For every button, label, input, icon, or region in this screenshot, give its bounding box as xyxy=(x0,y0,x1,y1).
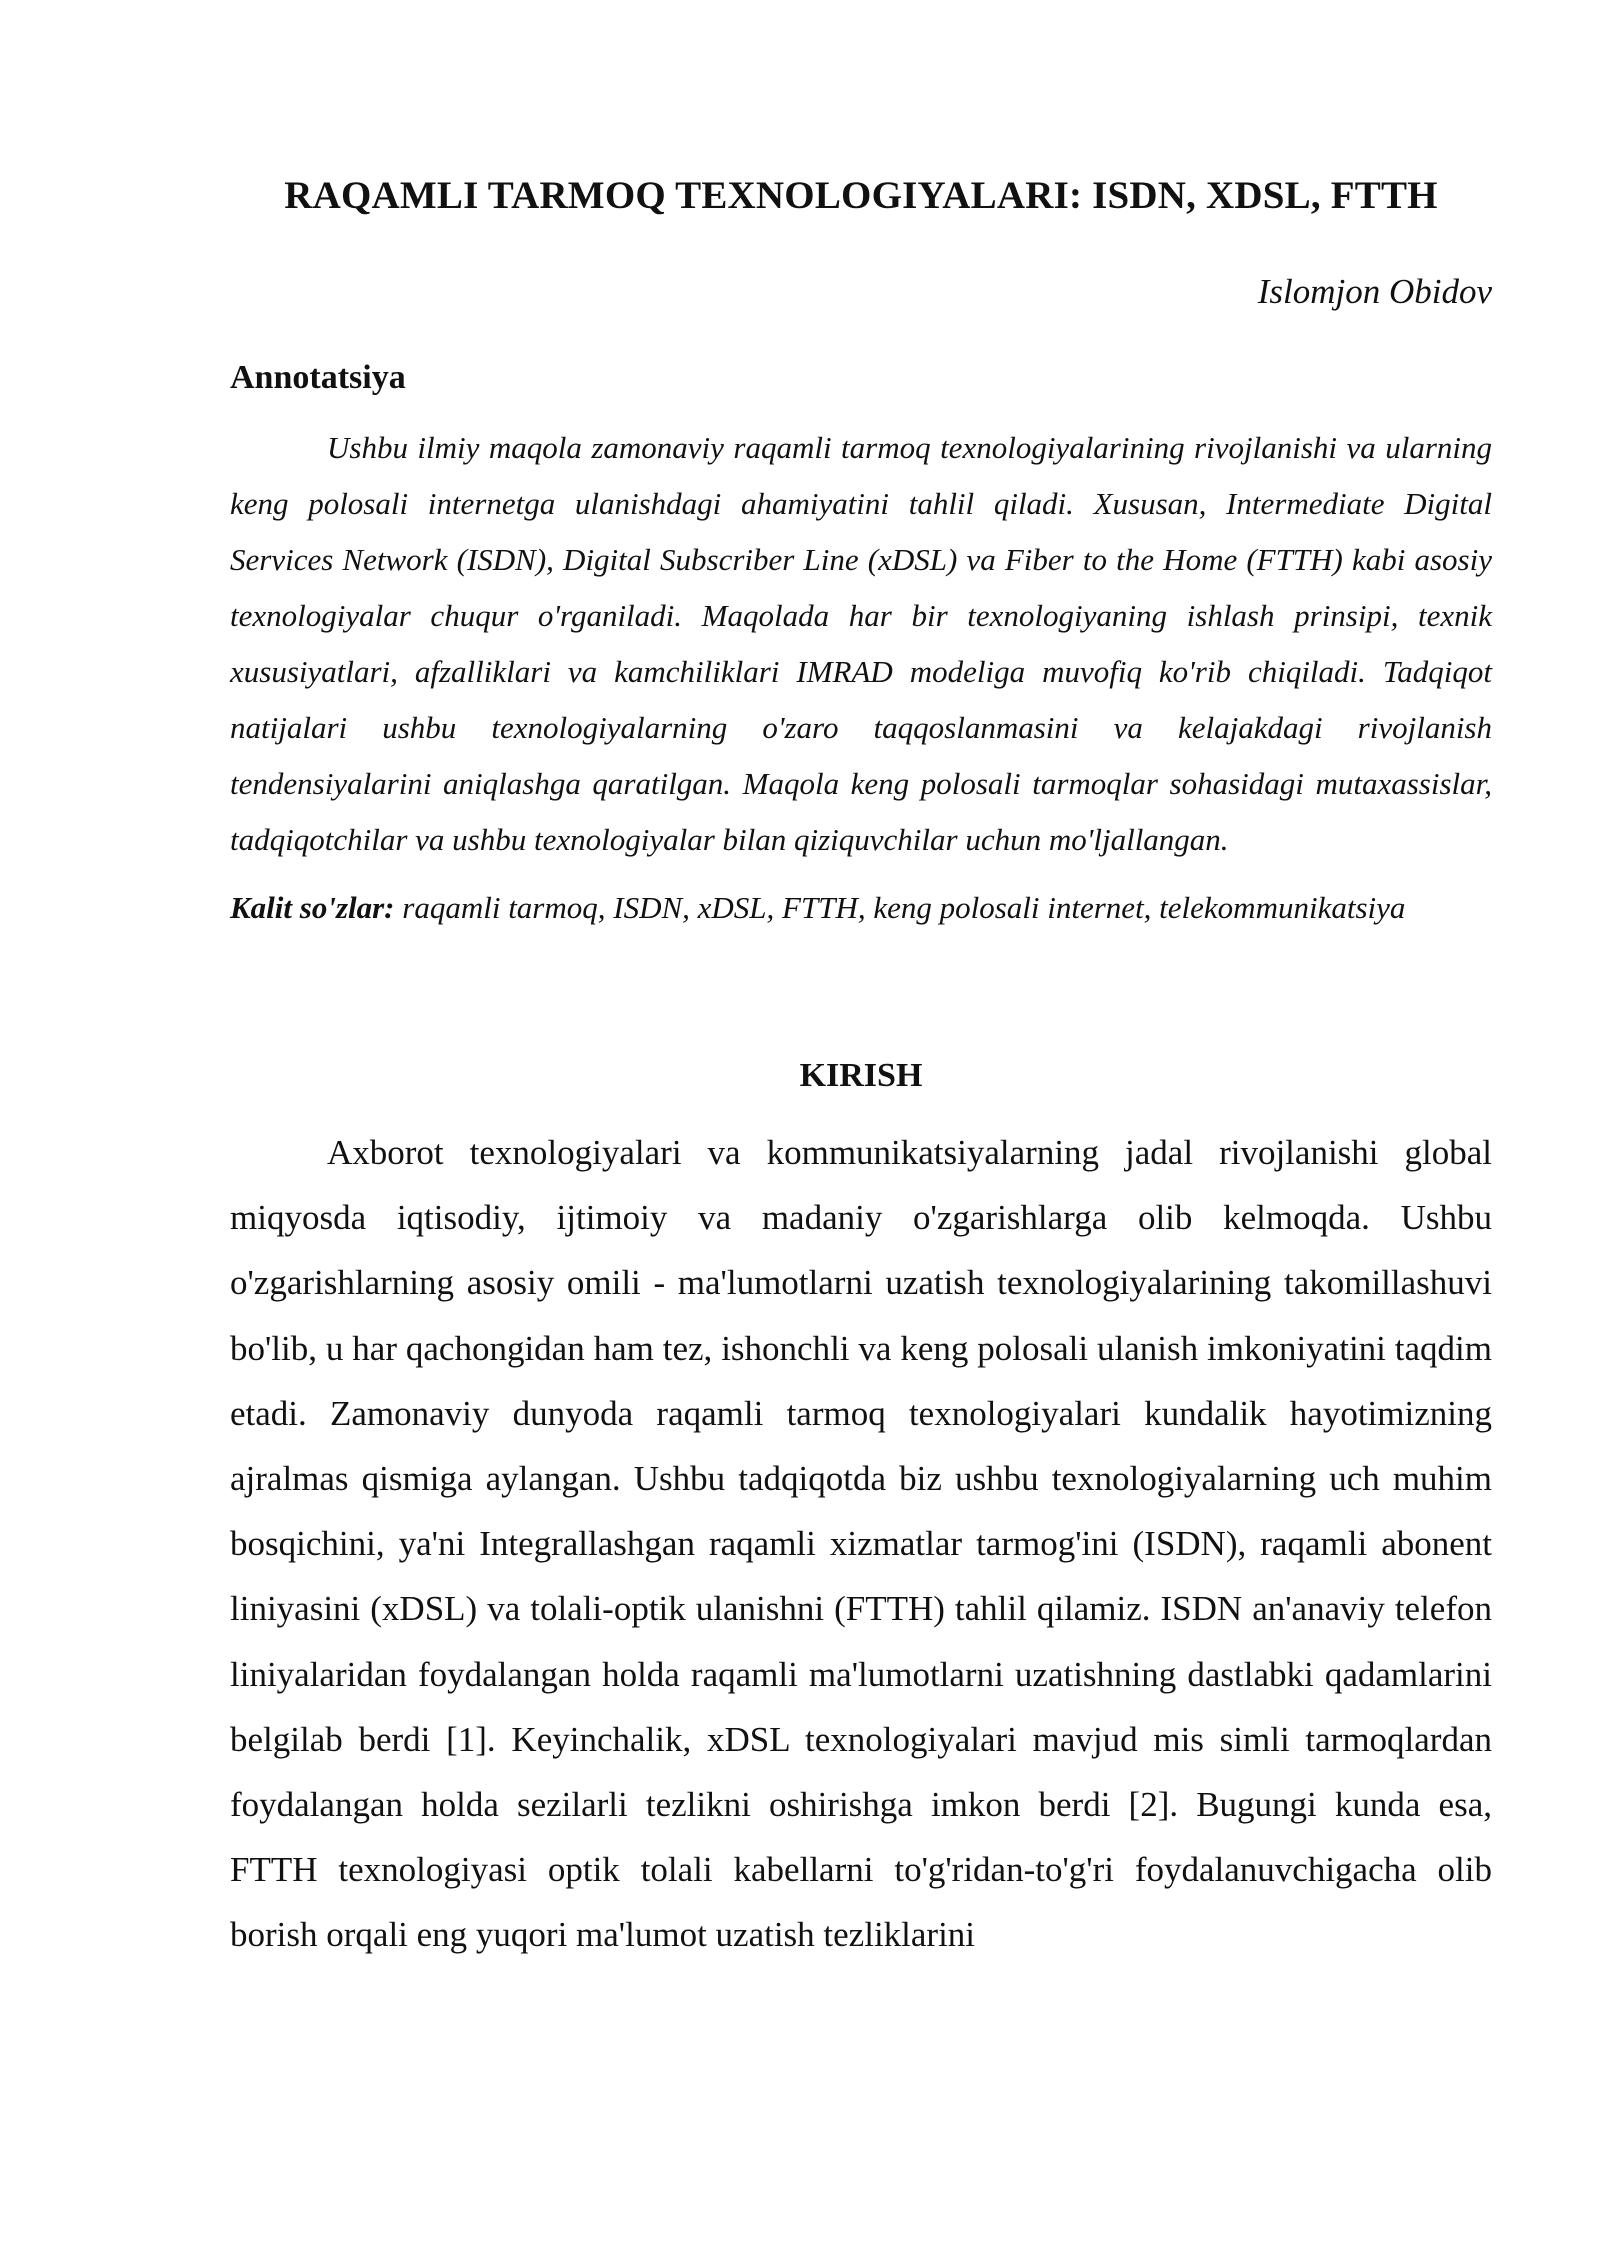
abstract-heading: Annotatsiya xyxy=(230,359,406,396)
section-heading-introduction: KIRISH xyxy=(799,1057,923,1094)
abstract-text: Ushbu ilmiy maqola zamonaviy raqamli tarmoq texnologiyalarining rivojlanishi va ularning keng polosali internetga ulanishdagi ahamiyatini tahlil qiladi. Xususan, Intermediate Digital Services Network (ISDN), Digital Subscriber Line (xDSL) va Fiber to the Home (FTTH) kabi asosiy texnologiyalar chuqur o'rganiladi. Maqolada har bir texnologiyaning ishlash prinsipi, texnik xususiyatlari, afzalliklari va kamchiliklari IMRAD modeliga muvofiq ko'rib chiqiladi. Tadqiqot natijalari ushbu texnologiyalarning o'zaro taqqoslanmasini va kelajakdagi rivojlanish tendensiyalarini aniqlashga qaratilgan. Maqola keng polosali tarmoqlar sohasidagi mutaxassislar, tadqiqotchilar va ushbu texnologiyalar bilan qiziquvchilar uchun mo'ljallangan. xyxy=(230,430,1492,857)
keywords-text: raqamli tarmoq, ISDN, xDSL, FTTH, keng polosali internet, telekommunikatsiya xyxy=(394,890,1406,925)
paper-title: RAQAMLI TARMOQ TEXNOLOGIYALARI: ISDN, XDSL, FTTH xyxy=(284,174,1438,217)
document-page xyxy=(230,0,1492,1968)
author-name: Islomjon Obidov xyxy=(1257,272,1492,311)
keywords-label: Kalit so'zlar: xyxy=(230,890,395,925)
keywords-line xyxy=(230,886,1492,930)
introduction-paragraph: Axborot texnologiyalari va kommunikatsiyalarning jadal rivojlanishi global miqyosda iqtisodiy, ijtimoiy va madaniy o'zgarishlarga olib kelmoqda. Ushbu o'zgarishlarning asosiy omili - ma'lumotlarni uzatish texnologiyalarining takomillashuvi bo'lib, u har qachongidan ham tez, ishonchli va keng polosali ulanish imkoniyatini taqdim etadi. Zamonaviy dunyoda raqamli tarmoq texnologiyalari kundalik hayotimizning ajralmas qismiga aylangan. Ushbu tadqiqotda biz ushbu texnologiyalarning uch muhim bosqichini, ya'ni Integrallashgan raqamli xizmatlar tarmog'ini (ISDN), raqamli abonent liniyasini (xDSL) va tolali-optik ulanishni (FTTH) tahlil qilamiz. ISDN an'anaviy telefon liniyalaridan foydalangan holda raqamli ma'lumotlarni uzatishning dastlabki qadamlarini belgilab berdi [1]. Keyinchalik, xDSL texnologiyalari mavjud mis simli tarmoqlardan foydalangan holda sezilarli tezlikni oshirishga imkon berdi [2]. Bugungi kunda esa, FTTH texnologiyasi optik tolali kabellarni to'g'ridan-to'g'ri foydalanuvchigacha olib borish orqali eng yuqori ma'lumot uzatish tezliklarini xyxy=(230,1133,1492,1955)
